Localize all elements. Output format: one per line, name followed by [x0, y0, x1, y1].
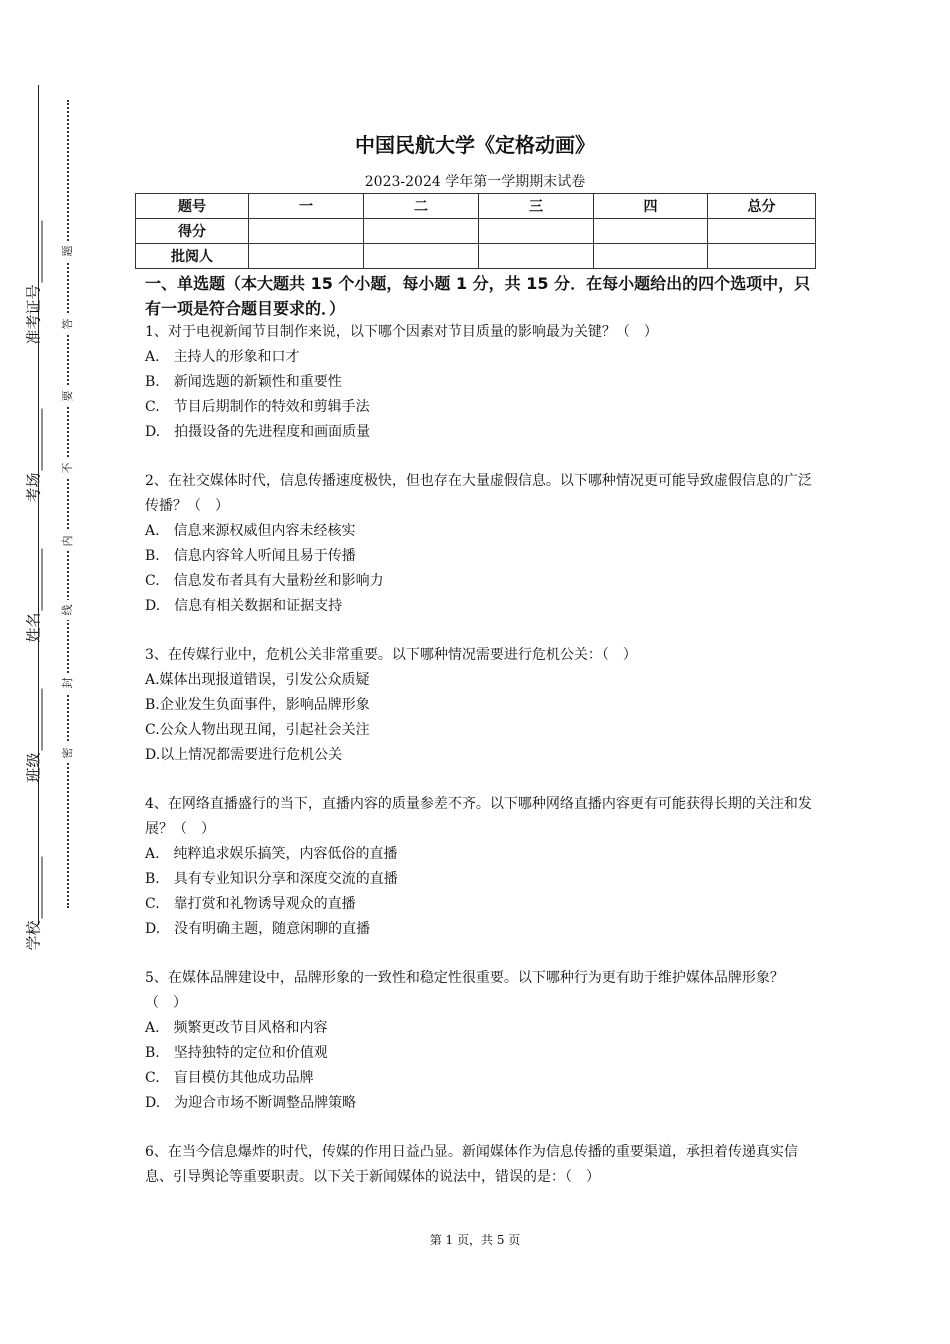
score-cell — [479, 219, 594, 244]
option-d: D. 为迎合市场不断调整品牌策略 — [145, 1095, 357, 1111]
score-cell — [249, 219, 364, 244]
field-exam-room: 考场 — [23, 396, 44, 516]
header-cell: 总分 — [708, 194, 816, 219]
header-cell: 题号 — [136, 194, 249, 219]
grader-cell — [594, 244, 708, 269]
question-6 — [145, 1140, 815, 1190]
option-b: B. 具有专业知识分享和深度交流的直播 — [145, 871, 398, 887]
option-c: C. 盲目模仿其他成功品牌 — [145, 1070, 314, 1086]
seal-char: 题 — [61, 241, 75, 261]
header-cell: 一 — [249, 194, 364, 219]
option-b: B. 坚持独特的定位和价值观 — [145, 1045, 328, 1061]
question-1 — [145, 320, 815, 445]
header-cell: 四 — [594, 194, 708, 219]
field-exam-number: 准考证号 — [23, 225, 44, 345]
seal-char: 要 — [61, 386, 75, 406]
seal-char: 不 — [61, 458, 75, 478]
score-cell — [594, 219, 708, 244]
option-c: C.公众人物出现丑闻，引起社会关注 — [145, 722, 370, 738]
field-school: 学校 — [23, 844, 44, 964]
score-cell — [364, 219, 479, 244]
option-a: A. 主持人的形象和口才 — [145, 349, 300, 365]
question-stem: 5、在媒体品牌建设中，品牌形象的一致性和稳定性很重要。以下哪种行为更有助于维护媒体品牌形象？（ ） — [145, 970, 784, 1011]
question-2 — [145, 469, 815, 619]
grader-row — [136, 244, 816, 269]
seal-char: 答 — [61, 314, 75, 334]
question-stem: 1、对于电视新闻节目制作来说，以下哪个因素对节目质量的影响最为关键？（ ） — [145, 324, 658, 340]
grader-cell — [364, 244, 479, 269]
header-cell: 二 — [364, 194, 479, 219]
option-b: B. 信息内容耸人听闻且易于传播 — [145, 548, 356, 564]
option-b: B. 新闻选题的新颖性和重要性 — [145, 374, 342, 390]
page-footer: 第 1 页，共 5 页 — [429, 1233, 521, 1247]
score-table-header — [136, 194, 816, 219]
field-class: 班级 — [23, 676, 44, 796]
seal-dotted-line — [67, 100, 69, 908]
row-label: 批阅人 — [136, 244, 249, 269]
option-c: C. 靠打赏和礼物诱导观众的直播 — [145, 896, 356, 912]
option-a: A.媒体出现报道错误，引发公众质疑 — [145, 672, 370, 688]
field-name: 姓名 — [23, 536, 44, 656]
option-d: D.以上情况都需要进行危机公关 — [145, 747, 343, 763]
question-3 — [145, 643, 815, 768]
option-a: A. 纯粹追求娱乐搞笑，内容低俗的直播 — [145, 846, 398, 862]
grader-cell — [249, 244, 364, 269]
exam-title: 中国民航大学《定格动画》 — [355, 133, 595, 157]
grader-cell — [708, 244, 816, 269]
question-stem: 6、在当今信息爆炸的时代，传媒的作用日益凸显。新闻媒体作为信息传播的重要渠道，承担着传递真实信息、引导舆论等重要职责。以下关于新闻媒体的说法中，错误的是：（ ） — [145, 1144, 798, 1185]
option-d: D. 拍摄设备的先进程度和画面质量 — [145, 424, 371, 440]
option-c: C. 节目后期制作的特效和剪辑手法 — [145, 399, 370, 415]
option-a: A. 信息来源权威但内容未经核实 — [145, 523, 356, 539]
question-stem: 3、在传媒行业中，危机公关非常重要。以下哪种情况需要进行危机公关：（ ） — [145, 647, 637, 663]
option-c: C. 信息发布者具有大量粉丝和影响力 — [145, 573, 384, 589]
question-5 — [145, 966, 815, 1116]
seal-char: 内 — [61, 531, 75, 551]
seal-char: 封 — [61, 673, 75, 693]
seal-char: 密 — [61, 743, 75, 763]
option-b: B.企业发生负面事件，影响品牌形象 — [145, 697, 370, 713]
question-stem: 4、在网络直播盛行的当下，直播内容的质量参差不齐。以下哪种网络直播内容更有可能获得长期的关注和发展？（ ） — [145, 796, 812, 837]
score-cell — [708, 219, 816, 244]
row-label: 得分 — [136, 219, 249, 244]
header-cell: 三 — [479, 194, 594, 219]
question-list — [145, 320, 815, 1214]
seal-char: 线 — [61, 600, 75, 620]
score-row — [136, 219, 816, 244]
question-4 — [145, 792, 815, 942]
option-d: D. 信息有相关数据和证据支持 — [145, 598, 343, 614]
option-a: A. 频繁更改节目风格和内容 — [145, 1020, 328, 1036]
section-heading: 一、单选题（本大题共 15 个小题，每小题 1 分，共 15 分．在每小题给出的四个选项中，只有一项是符合题目要求的．） — [145, 274, 811, 318]
option-d: D. 没有明确主题，随意闲聊的直播 — [145, 921, 371, 937]
question-stem: 2、在社交媒体时代，信息传播速度极快，但也存在大量虚假信息。以下哪种情况更可能导致虚假信息的广泛传播？（ ） — [145, 473, 812, 514]
grader-cell — [479, 244, 594, 269]
exam-subtitle: 2023-2024 学年第一学期期末试卷 — [364, 174, 586, 190]
score-table — [135, 193, 816, 269]
